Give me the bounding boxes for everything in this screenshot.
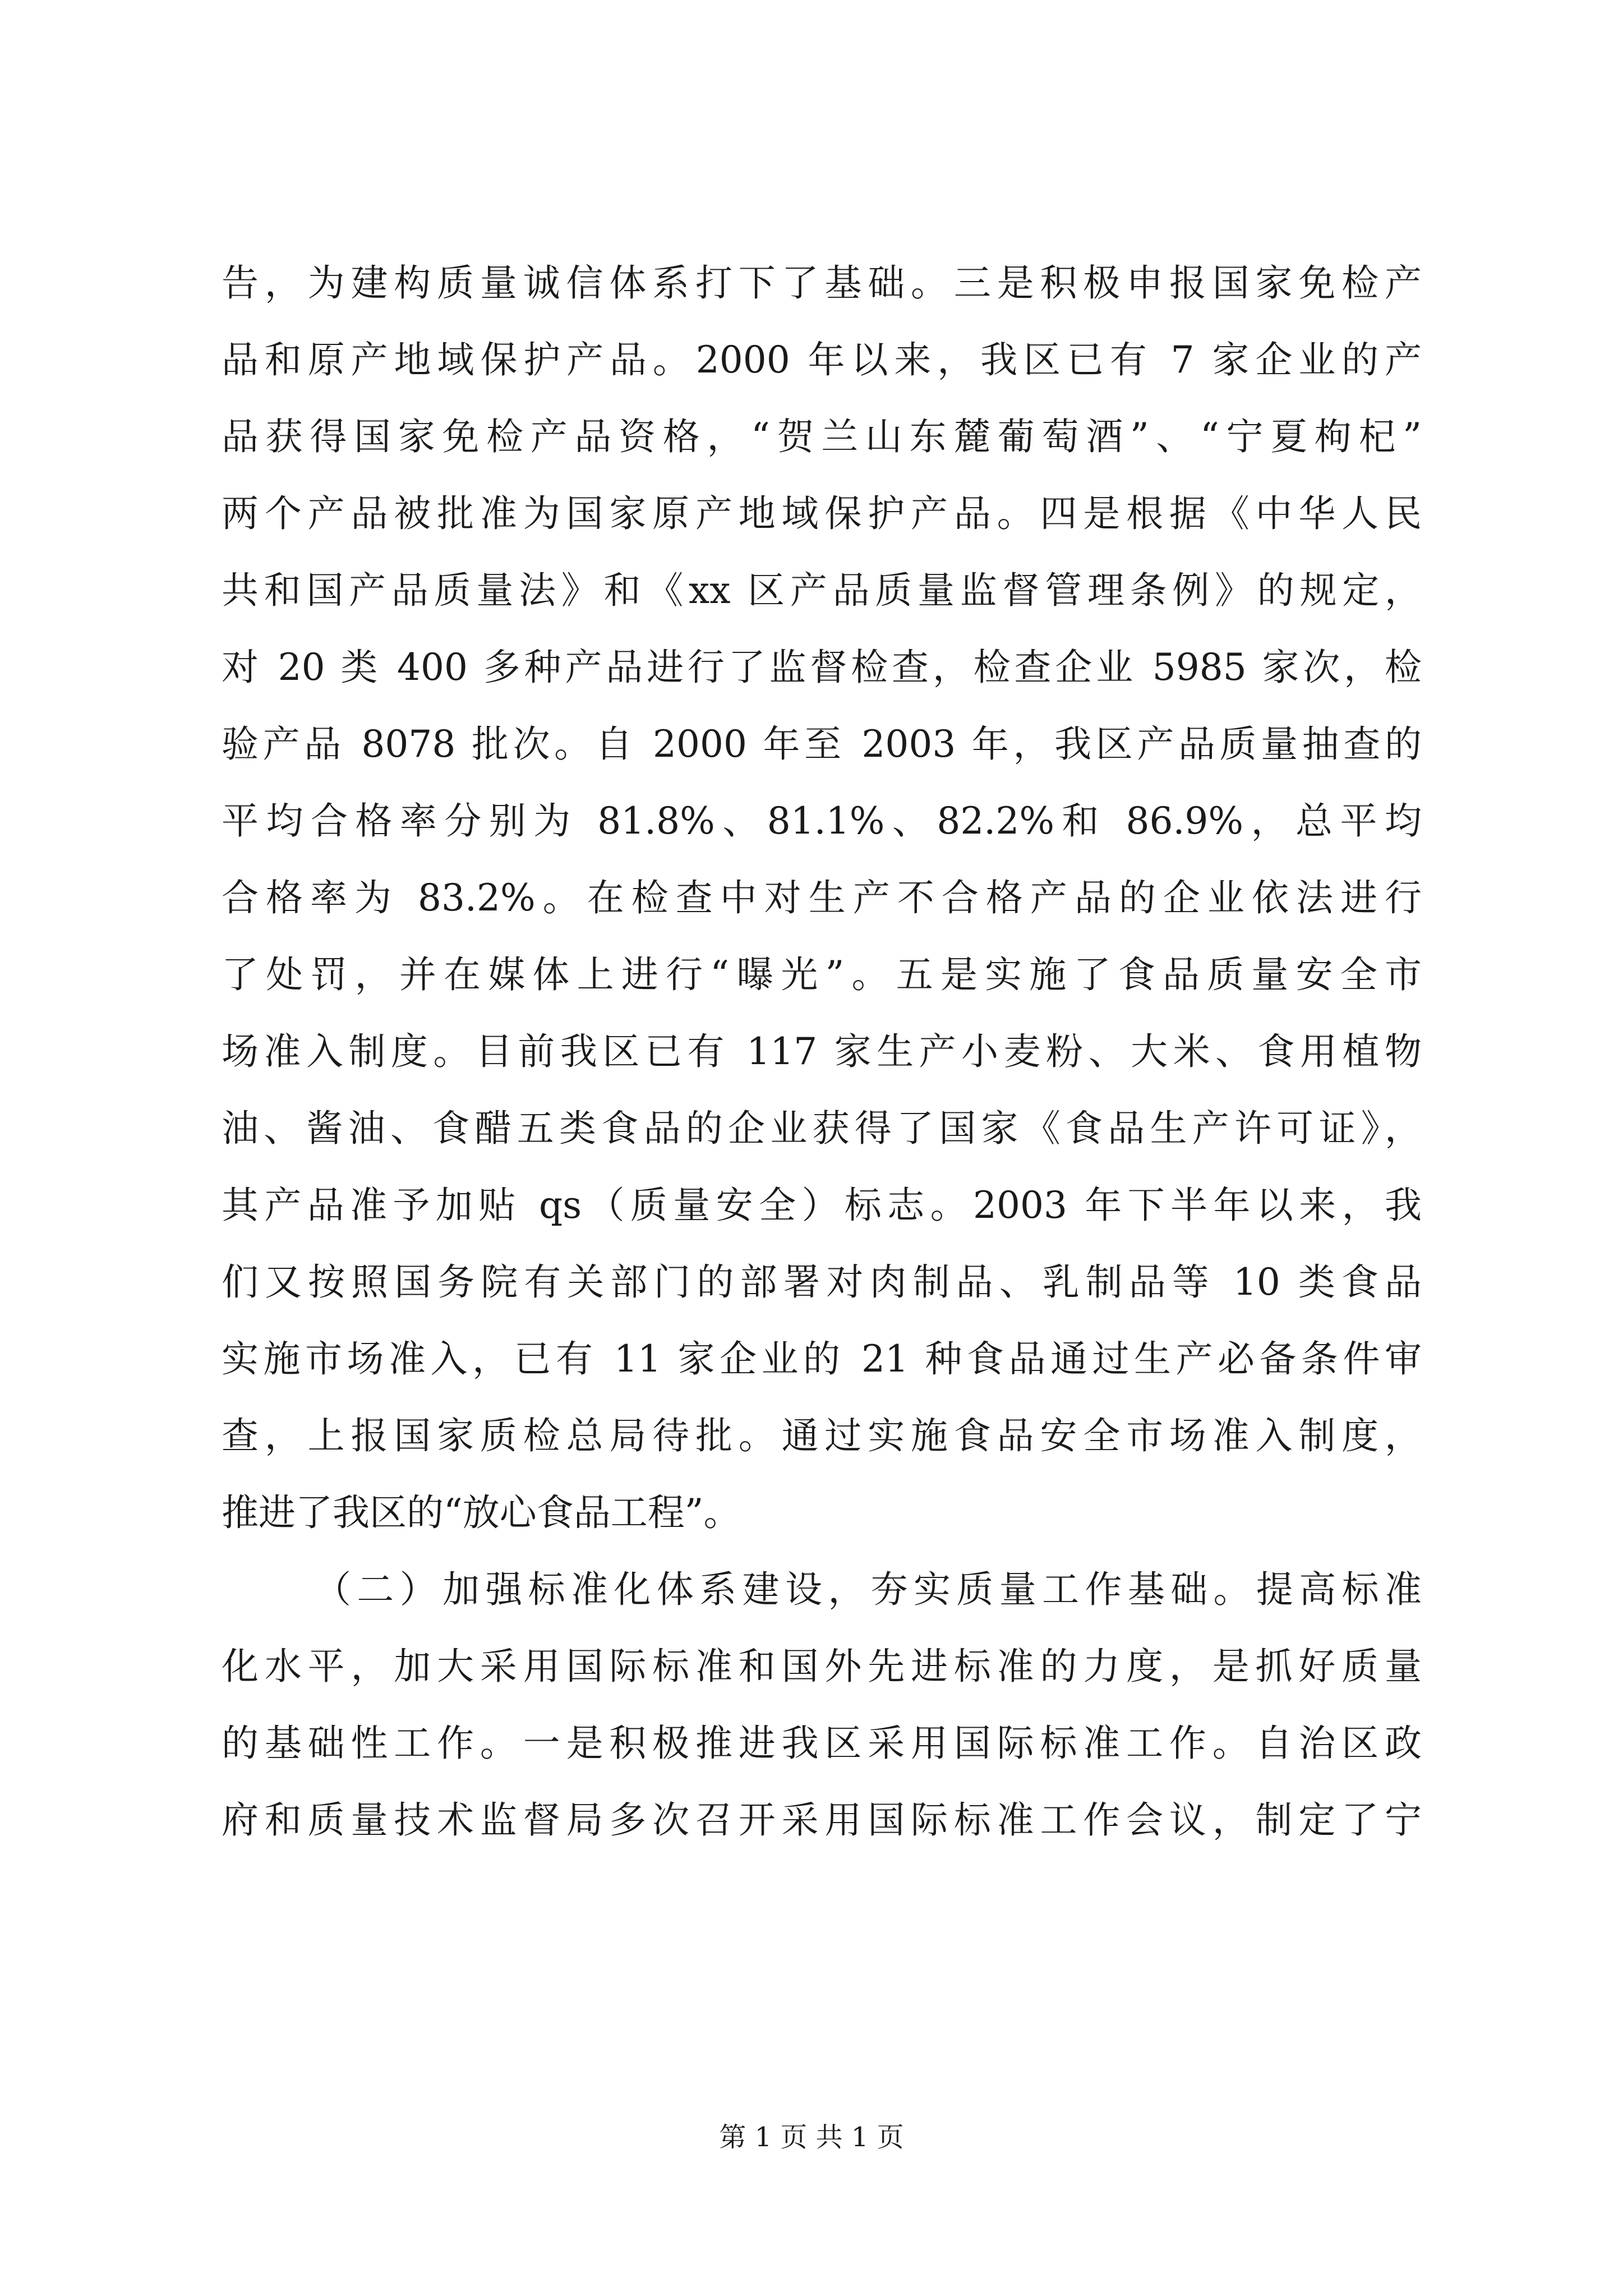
text-line: 油、酱油、食醋五类食品的企业获得了国家《食品生产许可证》，: [222, 1107, 1422, 1150]
page-number-footer: 第 1 页 共 1 页: [719, 2122, 904, 2153]
text-line: 告，为建构质量诚信体系打下了基础。三是积极申报国家免检产: [222, 261, 1422, 305]
text-line: 两个产品被批准为国家原产地域保护产品。四是根据《中华人民: [222, 492, 1422, 535]
text-line: 对 20 类 400 多种产品进行了监督检查，检查企业 5985 家次，检: [222, 646, 1422, 689]
text-line: 府和质量技术监督局多次召开采用国际标准工作会议，制定了宁: [222, 1798, 1422, 1842]
text-line: 其产品准予加贴 qs（质量安全）标志。2003 年下半年以来，我: [222, 1184, 1422, 1227]
text-line: 推进了我区的“放心食品工程”。: [222, 1491, 741, 1534]
text-line: 的基础性工作。一是积极推进我区采用国际标准工作。自治区政: [222, 1722, 1422, 1765]
text-line: 场准入制度。目前我区已有 117 家生产小麦粉、大米、食用植物: [222, 1030, 1422, 1073]
text-line: 合格率为 83.2%。在检查中对生产不合格产品的企业依法进行: [222, 876, 1422, 919]
text-line: 实施市场准入，已有 11 家企业的 21 种食品通过生产必备条件审: [222, 1337, 1422, 1381]
text-line: 们又按照国务院有关部门的部署对肉制品、乳制品等 10 类食品: [222, 1260, 1422, 1304]
text-line: 验产品 8078 批次。自 2000 年至 2003 年，我区产品质量抽查的: [222, 723, 1422, 766]
text-line: 平均合格率分别为 81.8%、81.1%、82.2%和 86.9%，总平均: [222, 799, 1422, 843]
text-line: 品和原产地域保护产品。2000 年以来，我区已有 7 家企业的产: [222, 338, 1422, 381]
text-line: 共和国产品质量法》和《xx 区产品质量监督管理条例》的规定，: [222, 569, 1422, 612]
text-line: 查，上报国家质检总局待批。通过实施食品安全市场准入制度，: [222, 1414, 1422, 1457]
text-line: 化水平，加大采用国际标准和国外先进标准的力度，是抓好质量: [222, 1645, 1422, 1688]
section-heading-line: （二）加强标准化体系建设，夯实质量工作基础。提高标准: [314, 1568, 1422, 1611]
text-line: 了处罚，并在媒体上进行“曝光”。五是实施了食品质量安全市: [222, 953, 1422, 996]
text-line: 品获得国家免检产品资格，“贺兰山东麓葡萄酒”、“宁夏枸杞”: [222, 415, 1422, 458]
